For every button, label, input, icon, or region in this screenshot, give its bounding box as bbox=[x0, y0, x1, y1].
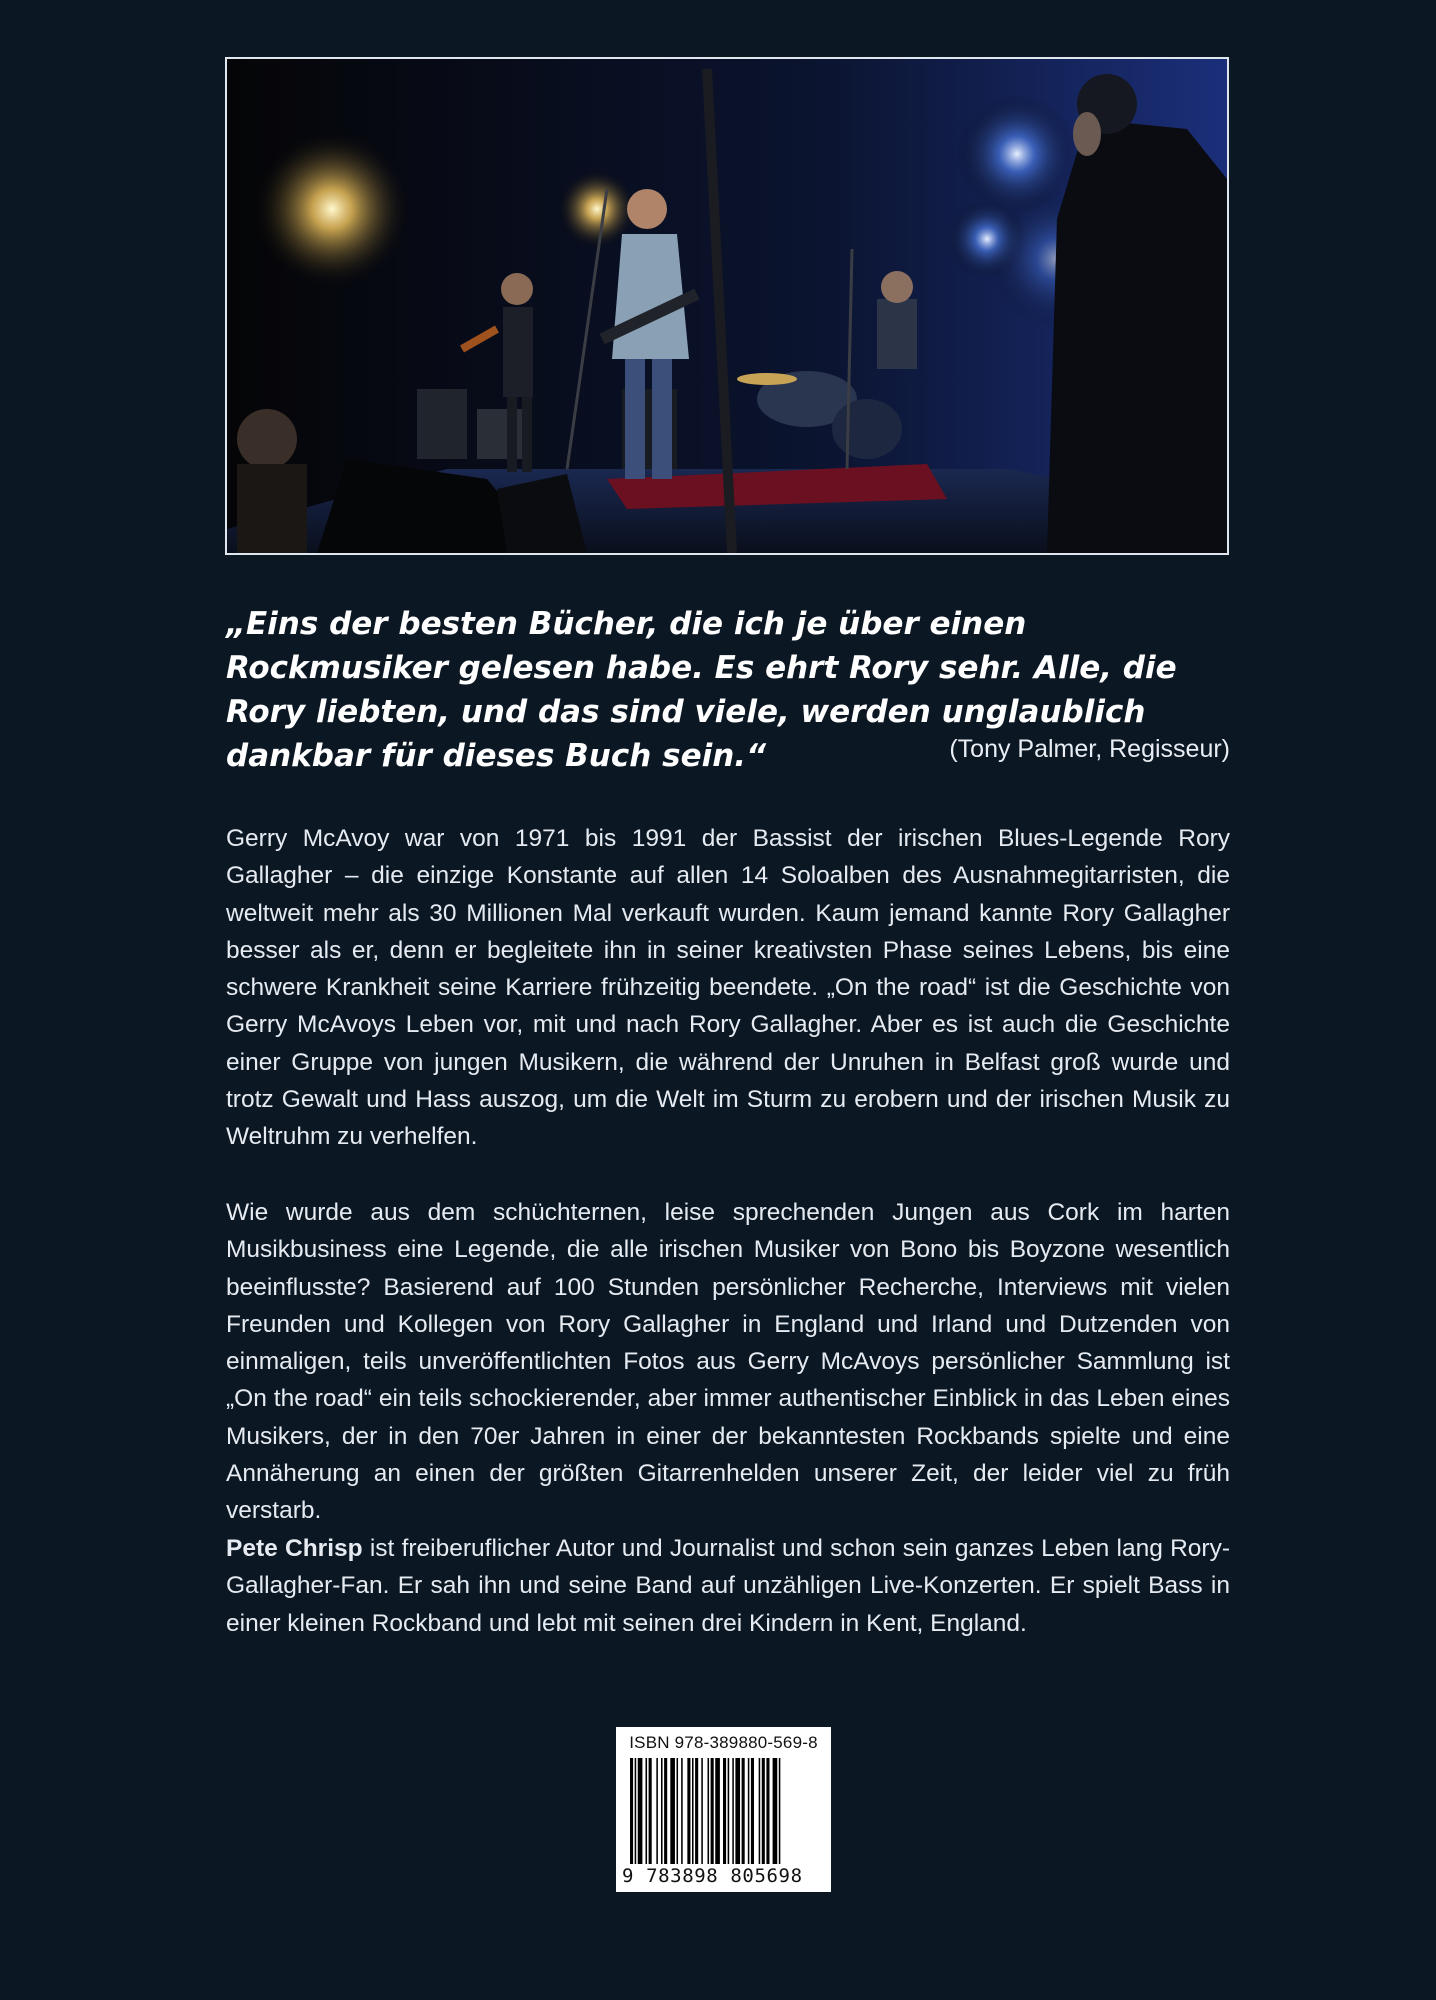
ean-lead-digit: 9 bbox=[622, 1865, 635, 1887]
author-name: Pete Chrisp bbox=[226, 1535, 363, 1562]
isbn-barcode bbox=[616, 1727, 831, 1892]
description-paragraph-2: Wie wurde aus dem schüchternen, leise sprechenden Jungen aus Cork im harten Musikbusiness eine Legende, die alle irischen Musiker von Bono bis Boyzone wesentlich beeinflusste? Basierend auf 100 Stunden persönlicher Recherche, Interviews mit vielen Freunden und Kollegen von Rory Gallagher in England und Irland und Dutzenden von einmaligen, teils unveröffentlichten Fotos aus Gerry McAvoys persönlicher Sammlung ist „On the road“ ein teils schockierender, aber immer authentischer Einblick in das Leben eines Musikers, der in den 70er Jahren in einer der bekanntesten Rockbands spielte und eine Annäherung an einen der größten Gitarrenhelden unserer Zeit, der leider viel zu früh verstarb. bbox=[226, 1199, 1230, 1525]
concert-stage-photo-icon bbox=[227, 59, 1227, 553]
description-paragraph-1: Gerry McAvoy war von 1971 bis 1991 der Bassist der irischen Blues-Legende Rory Gallagher – die einzige Konstante auf allen 14 Soloalben des Ausnahmegitarristen, die weltweit mehr als 30 Millionen Mal verkauft wurden. Kaum jemand kannte Rory Gallagher besser als er, denn er begleitete ihn in seiner kreativsten Phase seines Lebens, bis eine schwere Krankheit seine Karriere frühzeitig beendete. „On the road“ ist die Geschichte von Gerry McAvoys Leben vor, mit und nach Rory Gallagher. Aber es ist auch die Geschichte einer Gruppe von jungen Musikern, die während der Unruhen in Belfast groß wurde und trotz Gewalt und Hass auszog, um die Welt im Sturm zu erobern und der irischen Musik zu Weltruhm zu verhelfen. bbox=[226, 825, 1230, 1151]
quote-source: (Tony Palmer, Regisseur) bbox=[949, 735, 1230, 763]
author-bio-paragraph bbox=[226, 1530, 1230, 1642]
ean-left-group: 783898 bbox=[646, 1865, 719, 1887]
concert-photo bbox=[225, 57, 1229, 555]
isbn-number: ISBN 978-389880-569-8 bbox=[629, 1733, 818, 1752]
ean-right-group: 805698 bbox=[730, 1865, 803, 1887]
author-bio-text: ist freiberuflicher Autor und Journalist und schon sein ganzes Leben lang Rory-Gallagher-Fan. Er sah ihn und seine Band auf unzähligen Live-Konzerten. Er spielt Bass in einer kleinen Rockband und lebt mit seinen drei Kindern in Kent, England. bbox=[226, 1535, 1230, 1637]
ean-digits bbox=[622, 1865, 827, 1887]
quote-text: „Eins der besten Bücher, die ich je über einen Rockmusiker gelesen habe. Es ehrt Rory sehr. Alle, die Rory liebten, und das sind viele, werden unglaublich dankbar für dieses Buch sein.“ bbox=[226, 606, 1177, 774]
barcode-bars-icon bbox=[630, 1758, 820, 1864]
